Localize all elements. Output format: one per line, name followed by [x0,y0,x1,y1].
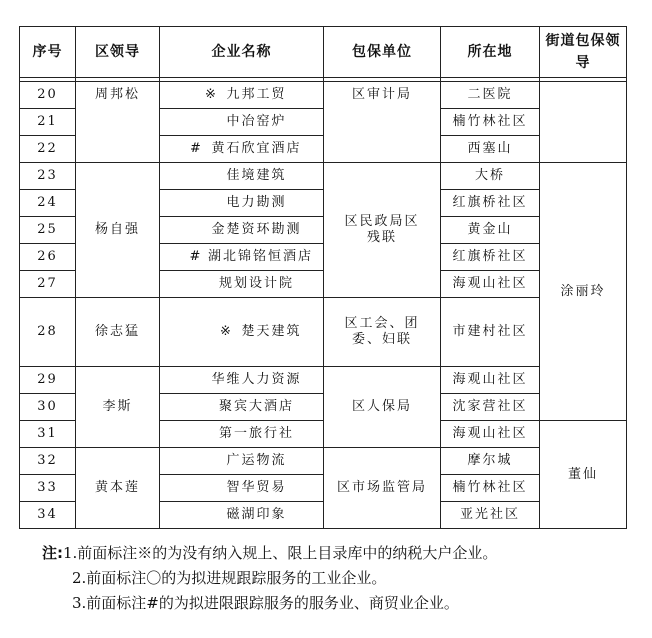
company-mark: ※ [220,324,233,339]
company-name: 佳境建筑 [226,168,287,183]
seq-cell: 27 [20,271,76,298]
company-cell [160,448,324,475]
company-cell [160,82,324,109]
location-cell: 红旗桥社区 [441,244,540,271]
seq-cell: 31 [20,421,76,448]
leader-cell: 杨自强 [76,163,160,298]
location-cell: 市建村社区 [441,298,540,367]
company-name: 第一旅行社 [218,426,294,441]
footnote-2: 2.前面标注〇的为拟进规跟踪服务的工业企业。 [72,569,387,587]
seq-cell: 21 [20,109,76,136]
company-cell [160,217,324,244]
company-cell [160,367,324,394]
unit-cell: 区人保局 [324,367,441,448]
company-cell [160,421,324,448]
header-company: 企业名称 [160,27,324,78]
footnotes [42,541,497,616]
header-unit: 包保单位 [324,27,441,78]
company-name: 中冶窑炉 [226,114,287,129]
seq-cell: 30 [20,394,76,421]
company-name: 湖北锦铭恒酒店 [207,249,313,264]
street-leader-cell: 涂丽玲 [540,163,627,421]
footnote-text: 1.前面标注※的为没有纳入规上、限上目录库中的纳税大户企业。 [63,544,498,562]
location-cell: 摩尔城 [441,448,540,475]
location-cell: 海观山社区 [441,421,540,448]
company-cell [160,190,324,217]
street-leader-cell [540,82,627,163]
company-name: 智华贸易 [226,480,287,495]
company-cell [160,244,324,271]
location-cell: 大桥 [441,163,540,190]
location-cell: 红旗桥社区 [441,190,540,217]
seq-cell: 22 [20,136,76,163]
location-cell: 亚光社区 [441,502,540,529]
leader-cell: 徐志猛 [76,298,160,367]
company-name: 磁湖印象 [226,507,287,522]
company-mark: ※ [205,87,218,102]
seq-cell: 24 [20,190,76,217]
company-name: 金楚资环勘测 [211,222,302,237]
header-street-leader-text: 街道包保领导 [545,33,621,71]
company-mark: # [189,249,203,264]
table-row [20,82,627,109]
footnote-3: 3.前面标注#的为拟进限跟踪服务的服务业、商贸业企业。 [72,594,459,612]
company-name: 华维人力资源 [211,372,302,387]
header-seq: 序号 [20,27,76,78]
company-mark: # [190,141,203,156]
company-name: 九邦工贸 [226,87,287,102]
company-cell [160,475,324,502]
seq-cell: 28 [20,298,76,367]
seq-cell: 29 [20,367,76,394]
header-location: 所在地 [441,27,540,78]
unit-cell: 区审计局 [324,82,441,163]
street-leader-cell: 董仙 [540,421,627,529]
company-cell [160,136,324,163]
location-cell: 二医院 [441,82,540,109]
seq-cell: 33 [20,475,76,502]
footnote-lead: 注: [42,544,63,562]
seq-cell: 23 [20,163,76,190]
location-cell: 楠竹林社区 [441,475,540,502]
company-cell [160,502,324,529]
leader-cell: 黄本莲 [76,448,160,529]
unit-cell: 区工会、团委、妇联 [324,298,441,367]
company-cell [160,271,324,298]
footnote-1 [42,541,497,566]
company-name: 广运物流 [226,453,287,468]
company-cell [160,163,324,190]
table-row [20,448,627,475]
enterprise-table [19,26,627,529]
location-cell: 海观山社区 [441,271,540,298]
leader-cell: 周邦松 [76,82,160,163]
seq-cell: 34 [20,502,76,529]
header-street-leader [540,27,627,78]
header-leader: 区领导 [76,27,160,78]
location-cell: 海观山社区 [441,367,540,394]
seq-cell: 25 [20,217,76,244]
seq-cell: 26 [20,244,76,271]
location-cell: 西塞山 [441,136,540,163]
company-cell [160,394,324,421]
unit-cell: 区市场监管局 [324,448,441,529]
company-name: 规划设计院 [218,276,294,291]
location-cell: 楠竹林社区 [441,109,540,136]
company-cell [160,109,324,136]
location-cell: 黄金山 [441,217,540,244]
company-name: 电力勘测 [226,195,287,210]
seq-cell: 20 [20,82,76,109]
table-row [20,298,627,367]
table-row [20,367,627,394]
leader-cell: 李斯 [76,367,160,448]
company-name: 楚天建筑 [241,324,302,339]
company-name: 聚宾大酒店 [218,399,294,414]
unit-cell: 区民政局区残联 [324,163,441,298]
table-row [20,163,627,190]
company-name: 黄石欣宜酒店 [211,141,302,156]
seq-cell: 32 [20,448,76,475]
company-cell [160,298,324,367]
location-cell: 沈家营社区 [441,394,540,421]
